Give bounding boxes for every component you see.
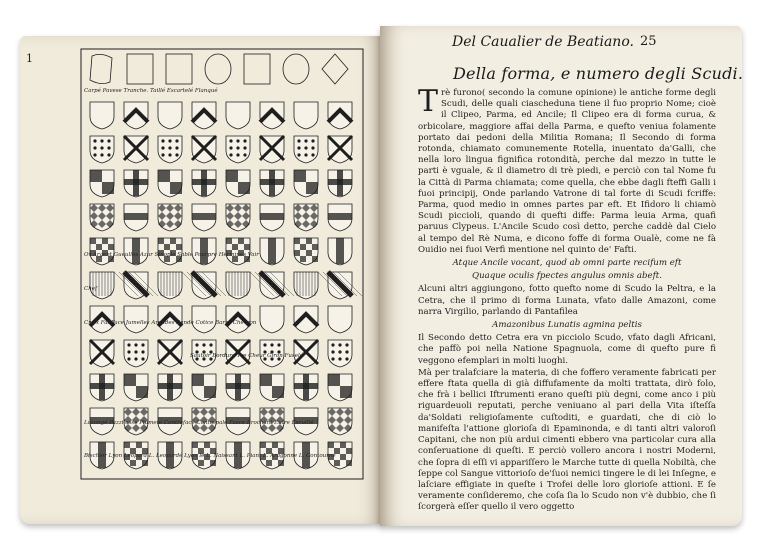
right-page-number: 25 [640, 34, 657, 49]
shields-engraving [80, 48, 364, 480]
row-label-chief: Chef [84, 286, 98, 292]
row-label-tinctures: Or Argent Gueulles Azur Sinople Sable Pourpre Hermines Vair [84, 252, 259, 258]
heraldic-shield [158, 340, 182, 367]
heraldic-shield [294, 272, 318, 299]
outline-shield [244, 54, 270, 84]
paragraph-2: Alcuni altri aggiungono, fotto quefto nome di Scudo la Peltra, e la Cetra, che il primo di forma Lunata, vfato dalle Amazoni, come narra Virgilio, parlando di Pantafilea [418, 284, 716, 317]
heraldic-shield [192, 102, 216, 129]
heraldic-shield [260, 238, 284, 265]
heraldic-shield [328, 102, 352, 129]
chapter-title: Della forma, e numero degli Scudi. [453, 64, 744, 83]
heraldic-shield [328, 374, 352, 401]
heraldic-shield [192, 136, 216, 163]
heraldic-shield [114, 272, 158, 299]
heraldic-shield [90, 136, 114, 163]
heraldic-shield [90, 340, 114, 367]
heraldic-shield [158, 204, 182, 231]
heraldic-shield [124, 136, 148, 163]
row-label-lozenges: Lozangé Pazzilosse Plumeté Contrefacé Contrepalé Fasce Brochant Eutre Escuillé [84, 420, 314, 426]
heraldic-shield [260, 306, 284, 333]
row-label-lions: Bischier Lyon Leopard L. Leopardé Lyon le L. Naissant L. Piant L. Aragonne L. Contourne [84, 453, 336, 459]
verse-2: Quaque oculis fpectes angulus omnis abeft. [472, 271, 662, 282]
heraldic-shield [294, 170, 318, 197]
heraldic-shield [124, 170, 148, 197]
heraldic-shield [250, 272, 294, 299]
drop-cap: T [418, 84, 439, 119]
heraldic-shield [124, 204, 148, 231]
heraldic-shield [124, 374, 148, 401]
heraldic-shield [90, 170, 114, 197]
row-label-shapes: Carpé Pavese Tranche. Taillé Escartelé Flanqué [84, 88, 218, 94]
heraldic-shields-plate [80, 48, 364, 480]
heraldic-shield [226, 170, 250, 197]
heraldic-shield [328, 408, 352, 435]
heraldic-shield [260, 170, 284, 197]
heraldic-shield [328, 204, 352, 231]
outline-shield [90, 54, 112, 83]
heraldic-shield [260, 136, 284, 163]
outline-shield [205, 54, 231, 84]
heraldic-shield [192, 170, 216, 197]
heraldic-shield [124, 102, 148, 129]
verse-3: Amazonibus Lunatis agmina peltis [492, 320, 642, 331]
paragraph-1: Trè furono( secondo la comune opinione) le antiche forme degli Scudi, delle quali ciascheduna tiene il fuo proprio Nome; cioè il Clipeo, Parma, ed Ancile; Il Clipeo era di forma curua, & orbicolare, maggiore affai della Parma, e quefto veniua folamente portato dai pedoni della Militia Romana; Il Secondo di forma rotonda, chiamato comunemente Rotella, inuentato da'Galli, che nella loro lingua fignifica rotondità, perche dal mezzo in tutte le parti è vguale, & il diametro di trè piedi, e perciò con tal Nome fu la Città di Parma chiamata; come quella, che ebbe dagli fteffi Galli i fuoi principij, Onde parlando Vatrone di tal forte di Scudi fcriffe: Parma, quod medio in omnes partes par eft. Et Ifidoro li chiamò Scudi piccioli, quando di quefti diffe: Parma leuia Arma, quafi paruus Clypeus. L'Ancile Scudo così detto, perche caddè dal Cielo al tempo del Rè Numa, e dicono foffe di forma Oualè, come ne fà Ouidio nei fuoi Verfi mentione nel quinto de' Fafti. [418, 84, 716, 255]
heraldic-shield [226, 102, 250, 129]
heraldic-shield [192, 374, 216, 401]
heraldic-shield [294, 374, 318, 401]
outline-shield [127, 54, 153, 84]
heraldic-shield [226, 204, 250, 231]
paragraph-3: Il Secondo detto Cetra era vn picciolo Scudo, vfato dagli Africani, che paffò poi nella Natione Spagnuola, come di quefto pure fi veggono efemplari in molti luoghi. [418, 333, 716, 366]
heraldic-shield [260, 374, 284, 401]
plate-frame [81, 49, 363, 479]
outline-shield [322, 54, 348, 84]
heraldic-shield [192, 204, 216, 231]
heraldic-shield [260, 204, 284, 231]
heraldic-shield [294, 238, 318, 265]
heraldic-shield [90, 102, 114, 129]
left-page-number: 1 [26, 52, 33, 65]
outline-shield [283, 54, 309, 84]
heraldic-shield [226, 374, 250, 401]
body-text [418, 84, 716, 515]
heraldic-shield [158, 170, 182, 197]
heraldic-shield [328, 340, 352, 367]
running-header: Del Caualier de Beatiano. [452, 34, 634, 50]
heraldic-shield [158, 374, 182, 401]
heraldic-shield [226, 136, 250, 163]
heraldic-shield [328, 238, 352, 265]
row-label-ordinaries: Croix Fal Face Jumelles Arondes Bande Cotice Barre Chevron [84, 320, 257, 326]
heraldic-shield [328, 170, 352, 197]
heraldic-shield [90, 374, 114, 401]
heraldic-shield [90, 204, 114, 231]
heraldic-shield [124, 340, 148, 367]
heraldic-shield [328, 306, 352, 333]
heraldic-shield [226, 272, 250, 299]
heraldic-shield [182, 272, 226, 299]
heraldic-shield [328, 136, 352, 163]
heraldic-shield [158, 136, 182, 163]
heraldic-shield [260, 102, 284, 129]
heraldic-shield [294, 204, 318, 231]
paragraph-4: Mà per tralafciare la materia, di che foffero veramente fabricati per effere ftata quella di già diffufamente da molti trattata, dirò folo, che frà i bellici Iftrumenti erano queſti più degni, come anco i più riguardeuoli reputati, perche veniuano al pari della Vita iſteſſa da'Soldati religioſamente cuſtoditi, e guardati, che di ciò lo manifeſta l'attione glorioſa di Epaminonda, e di tanti altri valoroſi Capitani, che non più ardui cimenti ebbero vna particolar cura alla conſeruatione di queſti. E perciò vollero ancora i nostri Moderni, che ſopra di eſſi vi appariſſero le Marche tutte di quella Nobiltà, che ſeppe col Sangue vittorioſo de'ſuoi nemici tingere le di lei Inſegne, e laſciare effigiate in queſte i Trofei delle loro glorioſe attioni. E ſe veramente conſideremo, che coſa ſia lo Scudo non v'è dubbio, che ſi ſcorgerà eſſer quello il vero oggetto [418, 367, 716, 513]
outline-shield [166, 54, 192, 84]
heraldic-shield [158, 102, 182, 129]
heraldic-shield [318, 272, 362, 299]
verse-1: Atque Ancile vocant, quod ab omni parte recifum eft [452, 258, 682, 269]
heraldic-shield [294, 306, 318, 333]
heraldic-shield [158, 272, 182, 299]
heraldic-shield [294, 136, 318, 163]
heraldic-shield [294, 102, 318, 129]
row-label-saltire: Sautoir Bordure Tre Cheur Giron Fuselé [190, 353, 303, 359]
